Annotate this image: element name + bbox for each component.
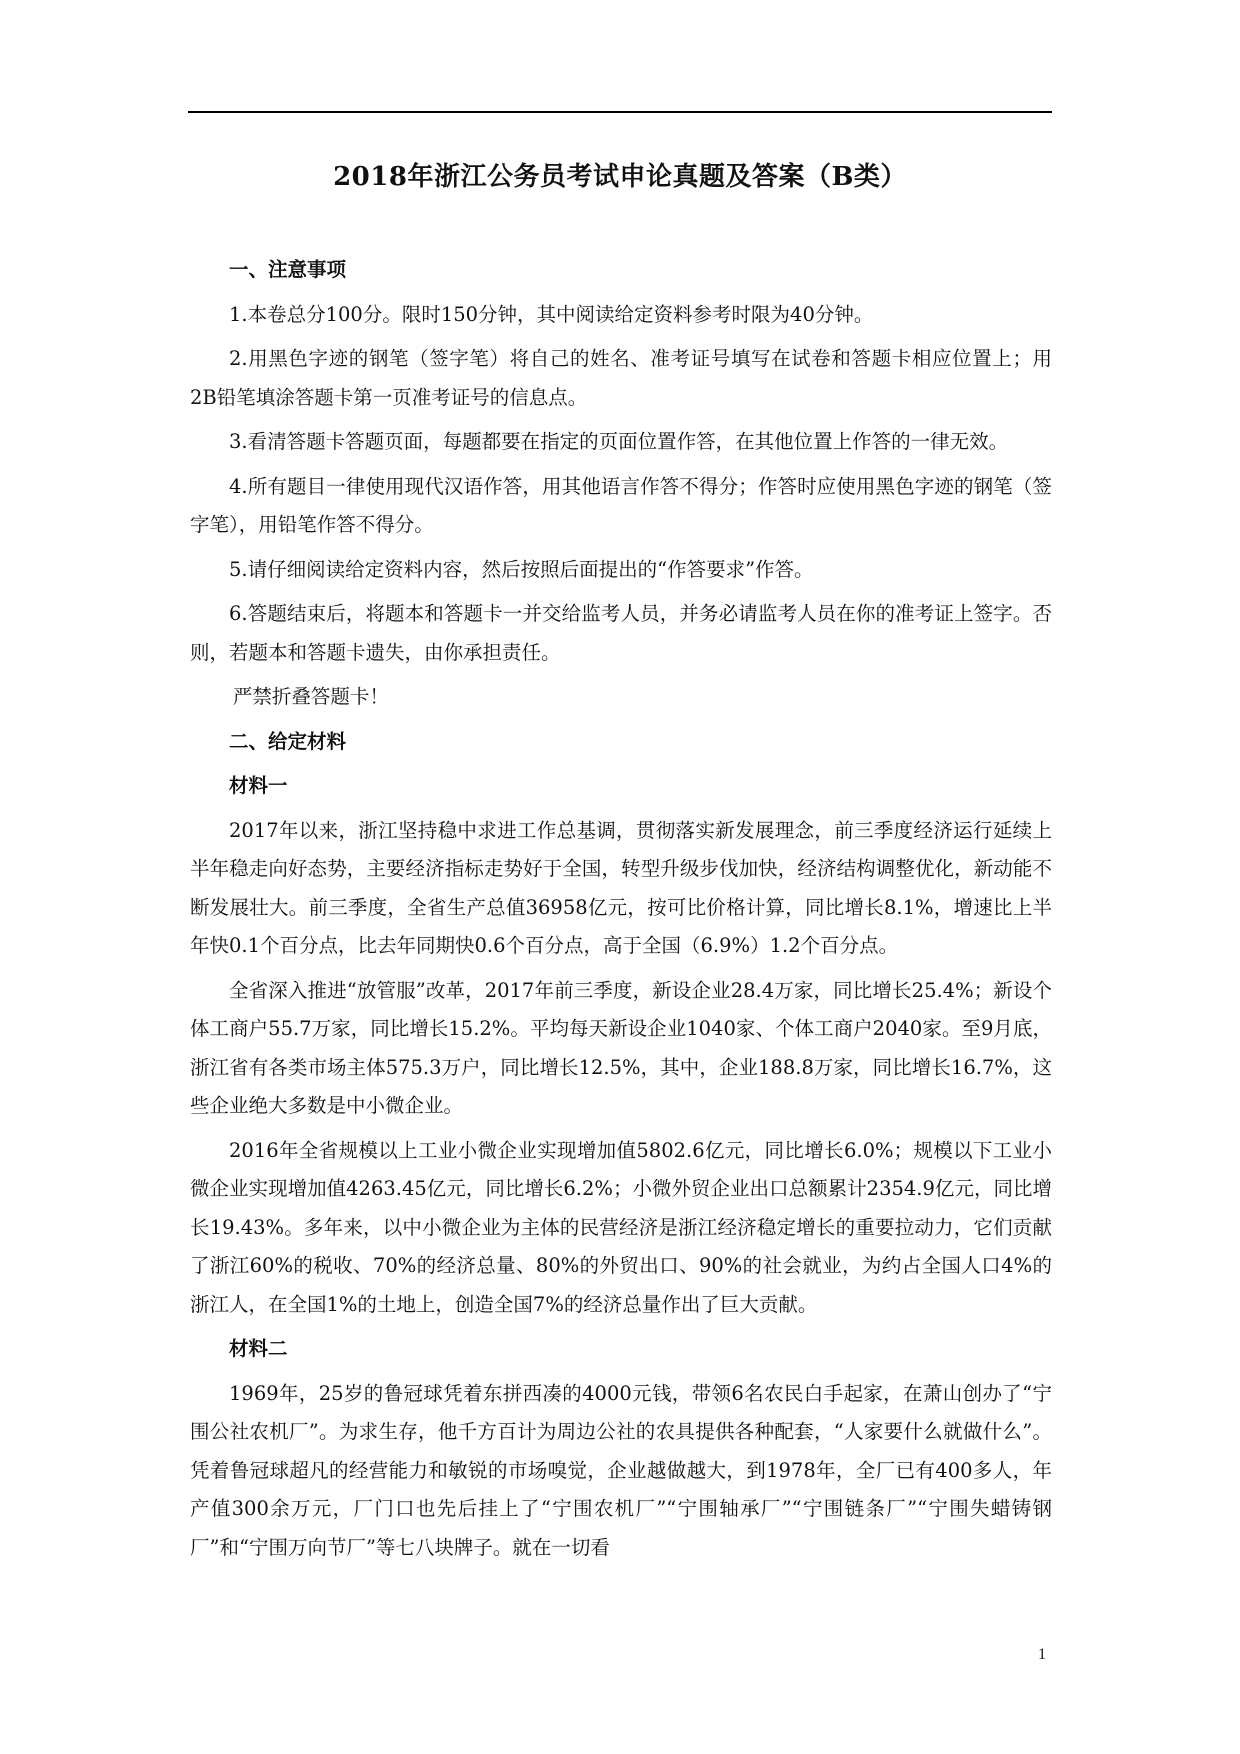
material-paragraph: 2016年全省规模以上工业小微企业实现增加值5802.6亿元，同比增长6.0%；规模以下工业小微企业实现增加值4263.45亿元，同比增长6.2%；小微外贸企业出口总额累计2354.9亿元，同比增长19.43%。多年来，以中小微企业为主体的民营经济是浙江经济稳定增长的重要拉动力，它们贡献了浙江60%的税收、70%的经济总量、80%的外贸出口、90%的社会就业，为约占全国人口4%的浙江人，在全国1%的土地上，创造全国7%的经济总量作出了巨大贡献。 — [190, 1138, 1052, 1316]
section-heading-notes: 一、注意事项 — [229, 258, 347, 281]
instruction-item: 5.请仔细阅读给定资料内容，然后按照后面提出的“作答要求”作答。 — [229, 557, 814, 581]
section-heading-materials: 二、给定材料 — [229, 729, 347, 753]
instruction-item: 4.所有题目一律使用现代汉语作答，用其他语言作答不得分；作答时应使用黑色字迹的钢笔（签字笔），用铅笔作答不得分。 — [190, 474, 1052, 536]
notice-text: 严禁折叠答题卡！ — [232, 685, 389, 708]
material-heading: 材料二 — [229, 1337, 288, 1360]
instruction-item: 6.答题结束后，将题本和答题卡一并交给监考人员，并务必请监考人员在你的准考证上签字。否则，若题本和答题卡遗失，由你承担责任。 — [190, 602, 1052, 664]
instruction-item: 1.本卷总分100分。限时150分钟，其中阅读给定资料参考时限为40分钟。 — [229, 302, 874, 326]
instruction-item: 3.看清答题卡答题页面，每题都要在指定的页面位置作答，在其他位置上作答的一律无效。 — [229, 430, 1009, 453]
material-paragraph: 2017年以来，浙江坚持稳中求进工作总基调，贯彻落实新发展理念，前三季度经济运行延续上半年稳走向好态势，主要经济指标走势好于全国，转型升级步伐加快，经济结构调整优化，新动能不断发展壮大。前三季度，全省生产总值36958亿元，按可比价格计算，同比增长8.1%，增速比上半年快0.1个百分点，比去年同期快0.6个百分点，高于全国（6.9%）1.2个百分点。 — [190, 818, 1052, 957]
header-rule — [188, 111, 1052, 113]
document-body — [190, 251, 1052, 1573]
material-heading: 材料一 — [229, 774, 288, 797]
page-number: 1 — [1038, 1646, 1046, 1663]
document-title: 2018年浙江公务员考试申论真题及答案（B类） — [333, 162, 907, 192]
material-paragraph: 1969年，25岁的鲁冠球凭着东拼西凑的4000元钱，带领6名农民白手起家，在萧山创办了“宁围公社农机厂”。为求生存，他千方百计为周边公社的农具提供各种配套，“人家要什么就做什么”。凭着鲁冠球超凡的经营能力和敏锐的市场嗅觉，企业越做越大，到1978年，全厂已有400多人，年产值300余万元，厂门口也先后挂上了“宁围农机厂”“宁围轴承厂”“宁围链条厂”“宁围失蜡铸钢厂”和“宁围万向节厂”等七八块牌子。就在一切看 — [190, 1381, 1052, 1559]
instruction-item: 2.用黑色字迹的钢笔（签字笔）将自己的姓名、准考证号填写在试卷和答题卡相应位置上；用2B铅笔填涂答题卡第一页准考证号的信息点。 — [190, 347, 1052, 409]
material-paragraph: 全省深入推进“放管服”改革，2017年前三季度，新设企业28.4万家，同比增长25.4%；新设个体工商户55.7万家，同比增长15.2%。平均每天新设企业1040家、个体工商户2040家。至9月底，浙江省有各类市场主体575.3万户，同比增长12.5%，其中，企业188.8万家，同比增长16.7%，这些企业绝大多数是中小微企业。 — [190, 978, 1052, 1117]
